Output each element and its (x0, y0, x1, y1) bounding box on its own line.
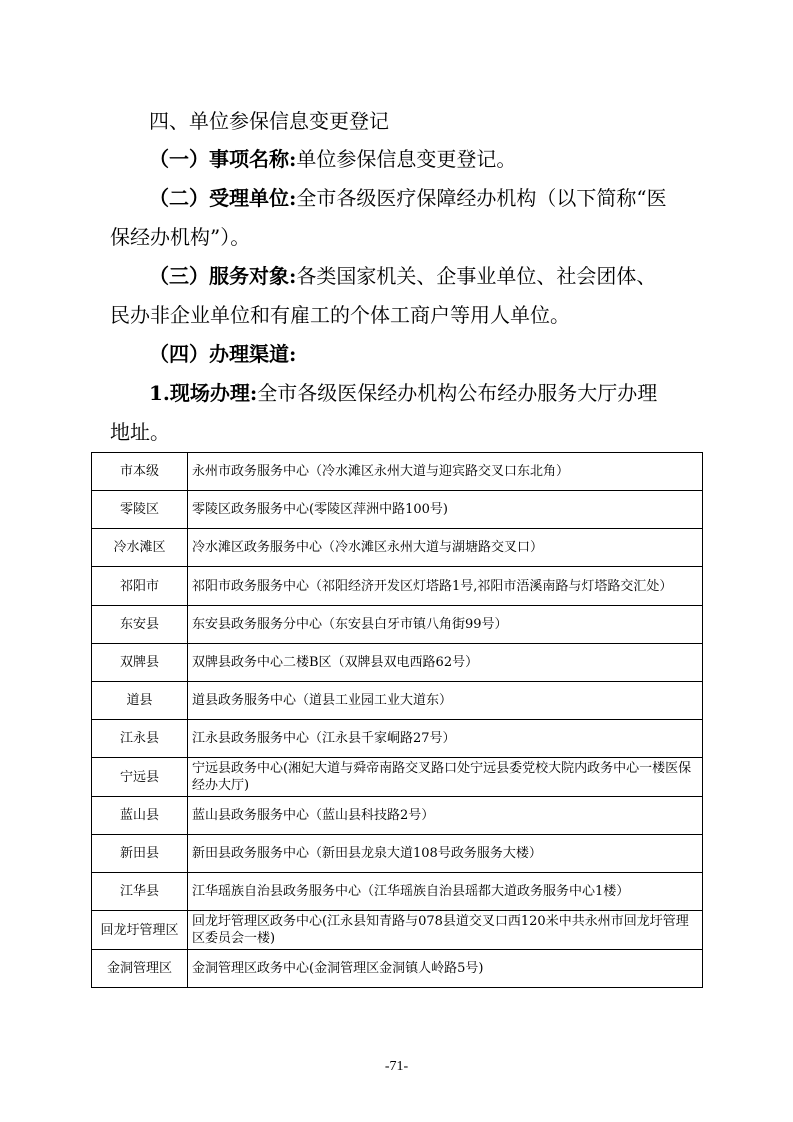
table-row (92, 950, 703, 988)
address-cell: 蓝山县政务服务中心（蓝山县科技路2号） (188, 797, 703, 835)
table-row (92, 606, 703, 644)
item-1-label: （一）事项名称: (149, 147, 297, 171)
county-cell: 回龙圩管理区 (92, 911, 188, 950)
section-heading: 四、单位参保信息变更登记 (149, 109, 389, 133)
address-cell: 江永县政务服务中心（江永县千家峒路27号） (188, 720, 703, 758)
item-5-continuation: 地址。 (110, 420, 170, 444)
table-row (92, 873, 703, 911)
county-cell: 市本级 (92, 453, 188, 491)
item-3-text: 各类国家机关、企事业单位、社会团体、 (296, 264, 657, 288)
address-cell: 江华瑶族自治县政务服务中心（江华瑶族自治县瑶都大道政务服务中心1楼） (188, 873, 703, 911)
item-1-text: 单位参保信息变更登记。 (296, 147, 517, 171)
table-row (92, 911, 703, 950)
county-cell: 冷水滩区 (92, 529, 188, 567)
address-cell: 金洞管理区政务中心(金洞管理区金洞镇人岭路5号) (188, 950, 703, 988)
item-2-label: （二）受理单位: (149, 186, 297, 210)
table-row (92, 835, 703, 873)
item-2-text: 全市各级医疗保障经办机构（以下简称“医 (296, 186, 667, 210)
county-cell: 江华县 (92, 873, 188, 911)
item-4 (149, 340, 296, 368)
county-cell: 道县 (92, 682, 188, 720)
item-5-label: 1.现场办理: (149, 381, 258, 405)
item-2 (149, 184, 667, 212)
item-1 (149, 145, 516, 173)
address-cell: 永州市政务服务中心（冷水滩区永州大道与迎宾路交叉口东北角） (188, 453, 703, 491)
county-cell: 双牌县 (92, 644, 188, 682)
address-cell: 宁远县政务中心(湘妃大道与舜帝南路交叉路口处宁远县委党校大院内政务中心一楼医保经办大厅) (188, 758, 703, 797)
county-cell: 宁远县 (92, 758, 188, 797)
table-row (92, 682, 703, 720)
item-3 (149, 262, 656, 290)
table-row (92, 491, 703, 529)
item-3-label: （三）服务对象: (149, 264, 297, 288)
table-row (92, 758, 703, 797)
item-2-continuation: 保经办机构”）。 (110, 225, 251, 249)
county-cell: 东安县 (92, 606, 188, 644)
table-row (92, 720, 703, 758)
page-number: -71- (384, 1059, 409, 1074)
address-cell: 冷水滩区政务服务中心（冷水滩区永州大道与湖塘路交叉口） (188, 529, 703, 567)
county-cell: 江永县 (92, 720, 188, 758)
item-3-continuation: 民办非企业单位和有雇工的个体工商户等用人单位。 (110, 303, 570, 327)
item-4-label: （四）办理渠道: (149, 342, 297, 366)
office-table-body (92, 453, 703, 988)
address-cell: 祁阳市政务服务中心（祁阳经济开发区灯塔路1号,祁阳市浯溪南路与灯塔路交汇处） (188, 567, 703, 606)
county-cell: 祁阳市 (92, 567, 188, 606)
county-cell: 零陵区 (92, 491, 188, 529)
address-cell: 回龙圩管理区政务中心(江永县知青路与078县道交叉口西120米中共永州市回龙圩管理区委员会一楼) (188, 911, 703, 950)
table-row (92, 797, 703, 835)
county-cell: 金洞管理区 (92, 950, 188, 988)
office-table (91, 452, 703, 988)
county-cell: 蓝山县 (92, 797, 188, 835)
address-cell: 东安县政务服务分中心（东安县白牙市镇八角街99号） (188, 606, 703, 644)
table-row (92, 453, 703, 491)
address-cell: 新田县政务服务中心（新田县龙泉大道108号政务服务大楼） (188, 835, 703, 873)
address-cell: 道县政务服务中心（道县工业园工业大道东） (188, 682, 703, 720)
table-row (92, 529, 703, 567)
table-row (92, 644, 703, 682)
address-cell: 双牌县政务中心二楼B区（双牌县双电西路62号） (188, 644, 703, 682)
item-5-text: 全市各级医保经办机构公布经办服务大厅办理 (257, 381, 658, 405)
table-row (92, 567, 703, 606)
item-5 (149, 379, 657, 407)
address-cell: 零陵区政务服务中心(零陵区萍洲中路100号) (188, 491, 703, 529)
county-cell: 新田县 (92, 835, 188, 873)
